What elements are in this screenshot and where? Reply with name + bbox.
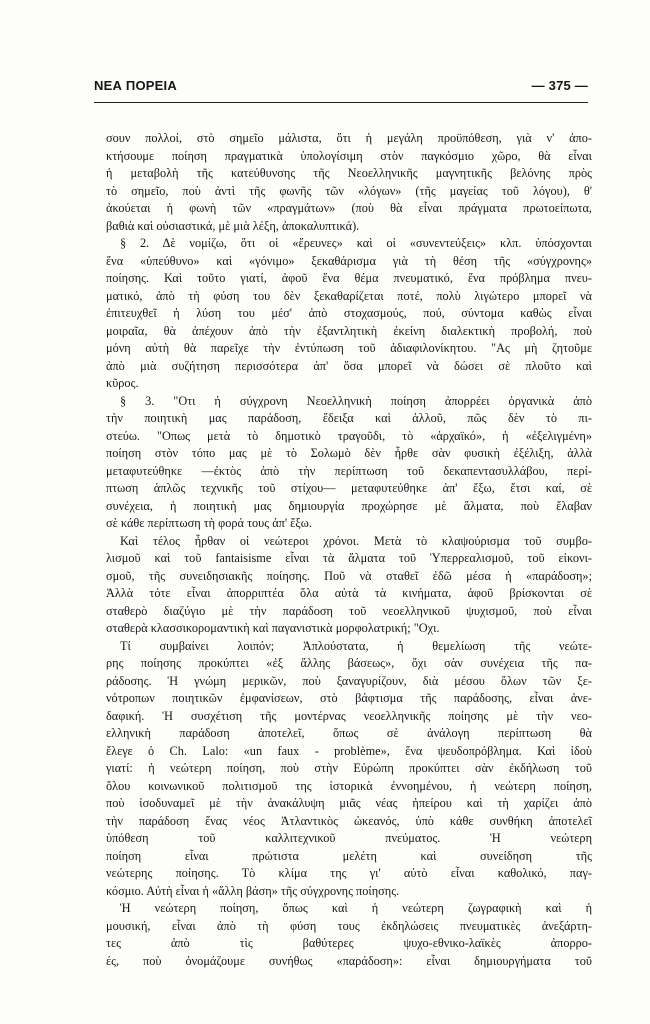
text-line: ρης ποίησης προκύπτει «ἐξ ἄλλης βάσεως», ὄχι σὰν συνέχεια τῆς πα- (106, 656, 592, 670)
text-line: σμοῦ, τῆς συνειδησιακῆς ποίησης. Ποῦ νὰ σταθεῖ ἐδῶ μέσα ἡ «παράδοση»; (106, 568, 592, 583)
text-line: στεύω. "Οπως μετὰ τὸ δημοτικὸ τραγοῦδι, τὸ «ἀρχαϊκό», ἡ «ἐξελιγμένη» (106, 428, 592, 443)
running-head (94, 78, 588, 98)
text-line: σταθερὰ κλασσικορομαντικὴ καὶ παγανιστικὰ μορφολατρική; "Οχι. (106, 621, 440, 635)
text-line: ποίηση στὸν τόπο μας μὲ τὸ Σολωμὸ δὲν ἦρθε σὰν φυσικὴ ἐξέλιξη, ἀλλὰ (106, 446, 592, 460)
text-line: ἀπὸ μιὰ συζήτηση περισσότερα ἀπ' ὅσα μπορεῖ νὰ δώσει σὲ πλοῦτο καὶ (106, 358, 592, 373)
text-line: ἕνα «ὑπεύθυνο» καὶ «γόνιμο» ξεκαθάρισμα γιὰ τὴ θέση τῆς «σύγχρονης» (106, 253, 592, 268)
text-line: κόσμιο. Αὐτὴ εἶναι ἡ «ἄλλη βάση» τῆς σύγχρονης ποίησης. (106, 883, 400, 898)
text-line: συνέχεια, ἡ ποιητικὴ μας δημιουργία προχώρησε μὲ ἅλματα, ποὺ ἔλαβαν (106, 498, 592, 513)
text-line: μόνη αὐτὴ θὰ παρεῖχε τὴν ἐντύπωση τοῦ ἀδιαφιλονίκητου. "Ας μὴ ζητοῦμε (106, 341, 592, 355)
text-line: κτήσουμε ποίηση πραγματικὰ ὑπολογίσιμη στὸν παγκόσμιο χῶρο, θὰ εἶναι (106, 148, 592, 163)
text-line: τὴν παράδοση ἕνας νέος Ἀτλαντικὸς ὠκεανός, ὑπὸ κάθε συνθήκη ἀποτελεῖ (106, 813, 592, 828)
text-line: § 2. Δὲ νομίζω, ὅτι οἱ «ἔρευνες» καὶ οἱ «συνεντεύξεις» κλπ. ὑπόσχονται (120, 236, 592, 250)
text-line: ἐπιτευχθεῖ ἡ λύση του μέσ' ἀπὸ στοχασμούς, πού, σύντομα καθὼς εἶναι (106, 306, 592, 320)
text-line: τες ἀπὸ τὶς βαθύτερες ψυχο-εθνικο-λαϊκὲς ἀπορρο- (106, 936, 592, 950)
text-line: ὑπόθεση τοῦ καλλιτεχνικοῦ πνεύματος. Ἡ νεώτερη (106, 831, 592, 845)
text-line: ελληνικὴ παράδοση ἀποτελεῖ, ὅπως σὲ ἀνάλογη περίπτωση θὰ (106, 726, 592, 740)
text-line: ποὺ ἰσοδυναμεῖ μὲ τὴν ἀνακάλυψη μιᾶς νέας ἠπείρου καὶ τὴ χαρίζει ἀπὸ (106, 796, 592, 810)
text-line: νεώτερης ποίησης. Τὸ κλίμα της γι' αὐτὸ εἶναι καθολικό, παγ- (106, 866, 592, 880)
text-line: Τί συμβαίνει λοιπόν; Ἁπλούστατα, ἡ θεμελίωση τῆς νεώτε- (120, 638, 592, 653)
text-line: βαθιὰ καὶ οὐσιαστικά, μὲ μιὰ λέξη, ἀποκαλυπτικά). (106, 218, 360, 233)
text-line: δαφική. Ἡ συσχέτιση τῆς μοντέρνας νεοελληνικῆς ποίησης μὲ τὴν νεο- (106, 708, 592, 723)
text-line: ἀκούεται ἡ φωνὴ τῶν «πραγμάτων» (ποὺ θὰ εἶναι πράγματα πρωτοείπωτα, (106, 201, 592, 215)
text-line: ράδοσης. Ἡ γνώμη μερικῶν, ποὺ ξαναγυρίζουν, διὰ μέσου ὅλων τῶν ξε- (106, 673, 592, 688)
text-line: σουν πολλοί, στὸ σημεῖο μάλιστα, ὅτι ἡ μεγάλη προϋπόθεση, γιὰ ν' ἀπο- (106, 131, 592, 145)
text-line: Ἡ νεώτερη ποίηση, ὅπως καὶ ἡ νεώτερη ζωγραφικὴ καὶ ἡ (120, 901, 592, 915)
text-line: μουσική, εἶναι ἀπὸ τὴ φύση τους ἐκδηλώσεις πνευματικὲς ἀνεξάρτη- (106, 918, 592, 933)
header-rule (94, 102, 588, 103)
text-line: ές, ποὺ ὀνομάζουμε συνήθως «παράδοση»: εἶναι δημιουργήματα τοῦ (106, 953, 592, 968)
text-line: τὴν ποιητικὴ μας παράδοση, ἔδειξα καὶ ἀλλοῦ, πῶς δὲν τὸ πι- (106, 411, 592, 425)
body-text (106, 130, 592, 970)
page-number: — 375 — (531, 78, 588, 93)
text-line: μεταφυτεύθηκε —ἐκτὸς ἀπὸ τὴν περίπτωση τοῦ δεκαπεντασυλλάβου, περί- (106, 463, 592, 478)
text-line: μοιραῖα, θὰ ἀπέχουν ἀπὸ τὴν ἐξαντλητικὴ ἐκείνη διαλεκτικὴ προβολή, ποὺ (106, 323, 592, 338)
journal-title: ΝΕΑ ΠΟΡΕΙΑ (94, 78, 177, 93)
text-line: ποίησης. Καὶ τοῦτο γιατί, ἀφοῦ ἕνα θέμα πνευματικό, ἕνα πρόβλημα πνευ- (106, 271, 592, 285)
text-line: § 3. "Οτι ἡ σύγχρονη Νεοελληνικὴ ποίηση ἀπορρέει ὀργανικὰ ἀπὸ (120, 393, 592, 408)
text-line: πτωση ἁπλῶς τεχνικῆς τοῦ στίχου— μεταφυτεύθηκε ἀπ' ἔξω, ἔτσι καί, σὲ (106, 481, 592, 495)
text-line: ματικό, ἀπὸ τὴ φύση του δὲν ξεκαθαρίζεται ποτέ, πολὺ λιγώτερο μπορεῖ νὰ (106, 288, 592, 303)
text-line: λισμοῦ καὶ τοῦ fantaisisme εἶναι τὰ ἅλματα τοῦ Ὑπερρεαλισμοῦ, τοῦ εἰκονι- (106, 551, 592, 565)
text-line: ἔλεγε ὁ Ch. Lalo: «un faux - problème», ἕνα ψευδοπρόβλημα. Καὶ ἰδοὺ (106, 743, 592, 758)
text-line: τὸ σημεῖο, ποὺ ἀντὶ τῆς φωνῆς τῶν «λόγων» (τῆς μαγείας τοῦ λόγου), θ' (106, 183, 592, 198)
text-line: ἡ μεταβολὴ τῆς κατεύθυνσης τῆς Νεοελληνικῆς μαγνητικῆς βελόνης πρὸς (106, 166, 592, 180)
text-line: ὅλου κοινωνικοῦ πολιτισμοῦ της ἱστορικὰ ἐννοημένου, ἡ νεώτερη ποίηση, (106, 778, 592, 793)
text-line: νότροπων ποιητικῶν ἐμφανίσεων, στὸ βάφτισμα τῆς παράδοσης, εἶναι ἀνε- (106, 691, 592, 705)
text-line: κῦρος. (106, 376, 139, 390)
text-line: γιατί: ἡ νεώτερη ποίηση, ποὺ στὴν Εὐρώπη προκύπτει σὰν ἐκδήλωση τοῦ (106, 761, 592, 775)
text-line: ποίηση εἶναι πρώτιστα μελέτη καὶ συνείδηση τῆς (106, 848, 592, 863)
text-line: σταθερὸ διαζύγιο μὲ τὴν παράδοση τοῦ νεοελληνικοῦ ψυχισμοῦ, ποὺ εἶναι (106, 603, 592, 618)
text-line: σὲ κάθε περίπτωση τὴ φορά τους ἀπ' ἔξω. (106, 516, 312, 530)
text-line: Καὶ τέλος ἦρθαν οἱ νεώτεροι χρόνοι. Μετὰ τὸ κλαψούρισμα τοῦ συμβο- (120, 533, 592, 548)
text-line: Ἀλλὰ τότε εἶναι ἀπορριπτέα ὅλα αὐτὰ τὰ κινήματα, ἀφοῦ βρίσκονται σὲ (106, 586, 592, 600)
